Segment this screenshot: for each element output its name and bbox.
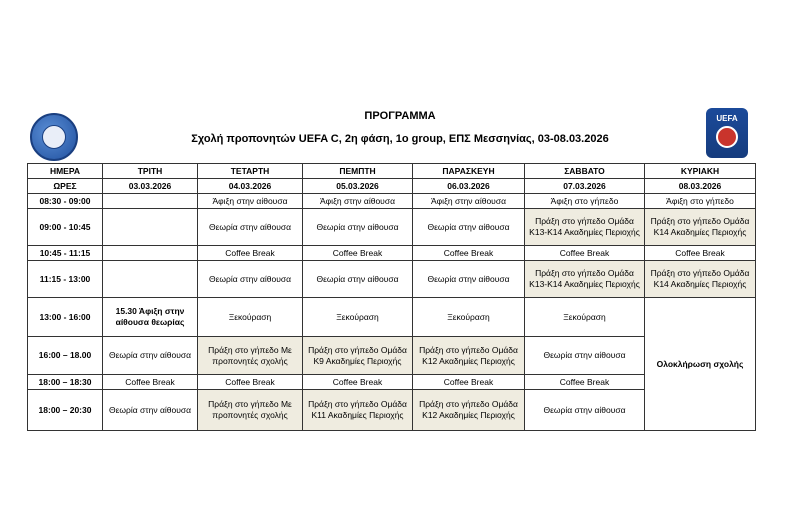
page-title: ΠΡΟΓΡΑΜΜΑ — [364, 110, 436, 122]
schedule-cell: Πράξη στο γήπεδο Ομάδα Κ13-Κ14 Ακαδημίες Περιοχής — [525, 261, 645, 298]
schedule-table — [27, 163, 756, 431]
column-header: ΠΕΜΠΤΗ — [303, 164, 413, 179]
schedule-cell: Coffee Break — [103, 375, 198, 390]
schedule-cell: Ξεκούραση — [303, 298, 413, 337]
time-cell: 13:00 - 16:00 — [28, 298, 103, 337]
column-header: ΗΜΕΡΑ — [28, 164, 103, 179]
schedule-cell: Coffee Break — [303, 375, 413, 390]
schedule-cell: Άφιξη στο γήπεδο — [645, 194, 756, 209]
schedule-cell: Θεωρία στην αίθουσα — [525, 337, 645, 375]
schedule-cell: Πράξη στο γήπεδο Με προπονητές σχολής — [198, 337, 303, 375]
time-cell: 11:15 - 13:00 — [28, 261, 103, 298]
schedule-cell: Πράξη στο γήπεδο Ομάδα Κ13-Κ14 Ακαδημίες Περιοχής — [525, 209, 645, 246]
schedule-cell — [103, 246, 198, 261]
date-cell: 03.03.2026 — [103, 179, 198, 194]
schedule-cell: Θεωρία στην αίθουσα — [413, 261, 525, 298]
schedule-cell: Άφιξη στην αίθουσα — [198, 194, 303, 209]
schedule-cell: Coffee Break — [198, 375, 303, 390]
schedule-cell: Πράξη στο γήπεδο Ομάδα Κ12 Ακαδημίες Περιοχής — [413, 390, 525, 431]
date-cell: 04.03.2026 — [198, 179, 303, 194]
time-cell: 09:00 - 10:45 — [28, 209, 103, 246]
schedule-cell: Coffee Break — [413, 375, 525, 390]
schedule-cell: Άφιξη στο γήπεδο — [525, 194, 645, 209]
table-row — [28, 194, 756, 209]
schedule-cell: Πράξη στο γήπεδο Ομάδα Κ9 Ακαδημίες Περιοχής — [303, 337, 413, 375]
schedule-cell: Πράξη στο γήπεδο Ομάδα Κ14 Ακαδημίες Περιοχής — [645, 209, 756, 246]
schedule-cell: Coffee Break — [525, 375, 645, 390]
schedule-cell: Θεωρία στην αίθουσα — [413, 209, 525, 246]
schedule-cell — [103, 209, 198, 246]
column-header: ΤΡΙΤΗ — [103, 164, 198, 179]
date-cell: 07.03.2026 — [525, 179, 645, 194]
column-header: ΚΥΡΙΑΚΗ — [645, 164, 756, 179]
date-cell: 05.03.2026 — [303, 179, 413, 194]
table-row — [28, 246, 756, 261]
schedule-cell: Πράξη στο γήπεδο Ομάδα Κ11 Ακαδημίες Περιοχής — [303, 390, 413, 431]
schedule-cell: Θεωρία στην αίθουσα — [303, 261, 413, 298]
schedule-cell: Άφιξη στην αίθουσα — [303, 194, 413, 209]
column-header: ΣΑΒΒΑΤΟ — [525, 164, 645, 179]
schedule-cell — [103, 194, 198, 209]
schedule-cell: Θεωρία στην αίθουσα — [103, 390, 198, 431]
schedule-cell: Θεωρία στην αίθουσα — [303, 209, 413, 246]
time-cell: 18:00 – 18:30 — [28, 375, 103, 390]
schedule-cell — [103, 261, 198, 298]
date-cell: 06.03.2026 — [413, 179, 525, 194]
schedule-cell: Coffee Break — [645, 246, 756, 261]
time-cell: 18:00 – 20:30 — [28, 390, 103, 431]
dates-row — [28, 179, 756, 194]
schedule-cell: 15.30 Άφιξη στην αίθουσα θεωρίας — [103, 298, 198, 337]
schedule-cell: Πράξη στο γήπεδο Με προπονητές σχολής — [198, 390, 303, 431]
table-row — [28, 298, 756, 337]
column-header: ΤΕΤΑΡΤΗ — [198, 164, 303, 179]
schedule-cell: Θεωρία στην αίθουσα — [103, 337, 198, 375]
table-row — [28, 261, 756, 298]
schedule-cell: Ξεκούραση — [413, 298, 525, 337]
schedule-cell: Θεωρία στην αίθουσα — [198, 209, 303, 246]
schedule-cell: Coffee Break — [198, 246, 303, 261]
schedule-cell: Coffee Break — [303, 246, 413, 261]
schedule-cell: Ξεκούραση — [525, 298, 645, 337]
header-row — [28, 164, 756, 179]
column-header: ΠΑΡΑΣΚΕΥΗ — [413, 164, 525, 179]
schedule-cell: Πράξη στο γήπεδο Ομάδα Κ14 Ακαδημίες Περιοχής — [645, 261, 756, 298]
schedule-cell: Πράξη στο γήπεδο Ομάδα Κ12 Ακαδημίες Περιοχής — [413, 337, 525, 375]
schedule-cell: Coffee Break — [525, 246, 645, 261]
page-subtitle: Σχολή προπονητών UEFA C, 2η φάση, 1ο group, ΕΠΣ Μεσσηνίας, 03-08.03.2026 — [191, 133, 609, 145]
table-row — [28, 209, 756, 246]
dates-label: ΩΡΕΣ — [28, 179, 103, 194]
date-cell: 08.03.2026 — [645, 179, 756, 194]
schedule-cell: Θεωρία στην αίθουσα — [198, 261, 303, 298]
time-cell: 10:45 - 11:15 — [28, 246, 103, 261]
uefa-logo-text: UEFA — [716, 114, 738, 123]
schedule-cell: Θεωρία στην αίθουσα — [525, 390, 645, 431]
course-end-cell: Ολοκλήρωση σχολής — [645, 298, 756, 431]
time-cell: 16:00 – 18.00 — [28, 337, 103, 375]
time-cell: 08:30 - 09:00 — [28, 194, 103, 209]
schedule-cell: Άφιξη στην αίθουσα — [413, 194, 525, 209]
schedule-cell: Ξεκούραση — [198, 298, 303, 337]
schedule-cell: Coffee Break — [413, 246, 525, 261]
